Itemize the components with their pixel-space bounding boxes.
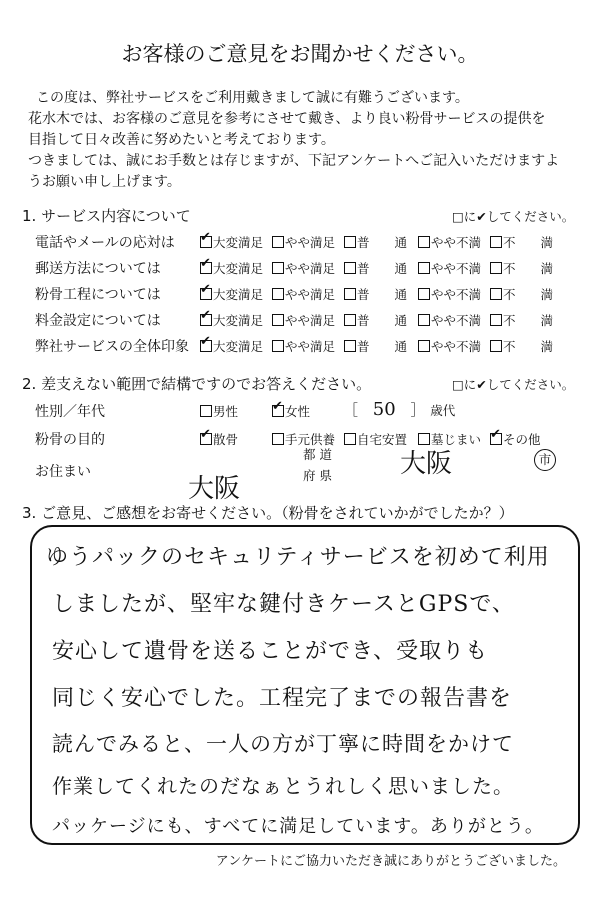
satisfaction-option-text: 大変満足 [213, 287, 264, 302]
satisfaction-option-text: やや満足 [285, 235, 336, 250]
satisfaction-option-text: 大変満足 [213, 313, 264, 328]
satisfaction-option[interactable] [272, 311, 335, 329]
satisfaction-option[interactable] [418, 337, 481, 355]
satisfaction-checkbox[interactable] [200, 314, 212, 326]
satisfaction-option-text: やや不満 [431, 313, 482, 328]
page-title: お客様のご意見をお聞かせください。 [121, 42, 479, 66]
satisfaction-option[interactable] [272, 285, 335, 303]
gender-female-text: 女性 [285, 404, 311, 419]
satisfaction-checkbox[interactable] [490, 314, 502, 326]
satisfaction-checkbox[interactable] [272, 288, 284, 300]
satisfaction-option[interactable] [344, 337, 407, 355]
gender-female-checkbox[interactable] [272, 405, 284, 417]
comment-line: パッケージにも、すべてに満足しています。ありがとう。 [52, 816, 544, 837]
section3-heading: 3. ご意見、ご感想をお寄せください。（粉骨をされていかがでしたか？） [22, 504, 514, 522]
purpose-checkbox[interactable] [272, 433, 284, 445]
satisfaction-option-text: やや満足 [285, 287, 336, 302]
purpose-option-text: 墓じまい [431, 432, 482, 447]
satisfaction-checkbox[interactable] [200, 340, 212, 352]
age-value: 50 [372, 399, 396, 420]
purpose-option[interactable] [344, 430, 407, 448]
satisfaction-option-text: やや満足 [285, 261, 336, 276]
satisfaction-option-text: 不 満 [503, 287, 554, 302]
satisfaction-option-text: やや不満 [431, 287, 482, 302]
comment-line: 安心して遺骨を送ることができ、受取りも [52, 639, 489, 664]
satisfaction-option[interactable] [490, 285, 553, 303]
section2-note: □に✔してください。 [452, 377, 575, 392]
satisfaction-checkbox[interactable] [344, 314, 356, 326]
satisfaction-option[interactable] [272, 337, 335, 355]
satisfaction-checkbox[interactable] [200, 262, 212, 274]
satisfaction-option-text: やや満足 [285, 313, 336, 328]
satisfaction-option-text: 不 満 [503, 261, 554, 276]
satisfaction-option-text: 不 満 [503, 313, 554, 328]
address-label: お住まい [35, 464, 91, 480]
satisfaction-option[interactable] [418, 311, 481, 329]
satisfaction-option-text: 大変満足 [213, 261, 264, 276]
satisfaction-option[interactable] [344, 259, 407, 277]
intro-line-5: うお願い申し上げます。 [28, 174, 181, 190]
purpose-option[interactable] [200, 430, 238, 448]
comment-line: しましたが、堅牢な鍵付きケースとGPSで、 [52, 592, 515, 617]
satisfaction-option[interactable] [344, 285, 407, 303]
purpose-option-text: その他 [503, 432, 541, 447]
satisfaction-checkbox[interactable] [418, 314, 430, 326]
satisfaction-option[interactable] [490, 259, 553, 277]
satisfaction-checkbox[interactable] [490, 262, 502, 274]
satisfaction-option[interactable] [200, 259, 263, 277]
satisfaction-option-text: 大変満足 [213, 339, 264, 354]
gender-age-label: 性別／年代 [35, 404, 105, 420]
age-close-bracket: ］ [410, 401, 426, 419]
purpose-option-text: 手元供養 [285, 432, 336, 447]
purpose-checkbox[interactable] [200, 433, 212, 445]
gender-male-checkbox[interactable] [200, 405, 212, 417]
satisfaction-row-label: 料金設定については [35, 313, 161, 329]
satisfaction-checkbox[interactable] [418, 340, 430, 352]
pref-suffix-top: 都 道 [303, 447, 332, 462]
intro-line-3: 目指して日々改善に努めたいと考えております。 [28, 132, 335, 148]
satisfaction-option[interactable] [490, 311, 553, 329]
purpose-option-text: 散骨 [213, 432, 239, 447]
satisfaction-option-text: 大変満足 [213, 235, 264, 250]
satisfaction-checkbox[interactable] [272, 262, 284, 274]
satisfaction-option-text: やや不満 [431, 235, 482, 250]
satisfaction-option[interactable] [344, 311, 407, 329]
satisfaction-option-text: 普 通 [357, 313, 408, 328]
satisfaction-option[interactable] [418, 233, 481, 251]
satisfaction-option-text: やや満足 [285, 339, 336, 354]
satisfaction-checkbox[interactable] [200, 236, 212, 248]
satisfaction-option[interactable] [200, 233, 263, 251]
city-suffix: 市 [534, 449, 556, 471]
satisfaction-checkbox[interactable] [344, 288, 356, 300]
satisfaction-option[interactable] [200, 311, 263, 329]
satisfaction-checkbox[interactable] [490, 340, 502, 352]
satisfaction-checkbox[interactable] [344, 262, 356, 274]
satisfaction-option[interactable] [418, 285, 481, 303]
section1-note: □に✔してください。 [452, 209, 575, 224]
intro-line-4: つきましては、誠にお手数とは存じますが、下記アンケートへご記入いただけますよ [28, 153, 560, 169]
gender-male-option[interactable] [200, 402, 238, 420]
purpose-option-text: 自宅安置 [357, 432, 408, 447]
purpose-checkbox[interactable] [490, 433, 502, 445]
satisfaction-checkbox[interactable] [418, 288, 430, 300]
satisfaction-row-label: 弊社サービスの全体印象 [35, 339, 189, 355]
comment-line: 同じく安心でした。工程完了までの報告書を [52, 686, 513, 711]
satisfaction-option-text: 不 満 [503, 235, 554, 250]
satisfaction-row-label: 粉骨工程については [35, 287, 161, 303]
section2-heading: 2. 差支えない範囲で結構ですのでお答えください。 [22, 375, 372, 393]
satisfaction-option-text: やや不満 [431, 261, 482, 276]
satisfaction-option[interactable] [490, 337, 553, 355]
satisfaction-option[interactable] [272, 233, 335, 251]
gender-female-option[interactable] [272, 402, 310, 420]
satisfaction-option[interactable] [344, 233, 407, 251]
satisfaction-checkbox[interactable] [418, 236, 430, 248]
satisfaction-option[interactable] [490, 233, 553, 251]
satisfaction-checkbox[interactable] [200, 288, 212, 300]
satisfaction-option[interactable] [200, 285, 263, 303]
comment-line: 作業してくれたのだなぁとうれしく思いました。 [52, 774, 514, 798]
gender-male-text: 男性 [213, 404, 239, 419]
satisfaction-option[interactable] [200, 337, 263, 355]
intro-line-1: この度は、弊社サービスをご利用戴きまして誠に有難うございます。 [36, 90, 469, 106]
age-open-bracket: ［ [343, 401, 359, 419]
satisfaction-option-text: 普 通 [357, 261, 408, 276]
satisfaction-option-text: やや不満 [431, 339, 482, 354]
satisfaction-checkbox[interactable] [272, 314, 284, 326]
satisfaction-checkbox[interactable] [272, 340, 284, 352]
satisfaction-checkbox[interactable] [418, 262, 430, 274]
satisfaction-option-text: 普 通 [357, 235, 408, 250]
satisfaction-option-text: 普 通 [357, 287, 408, 302]
age-unit: 歳代 [430, 403, 456, 418]
satisfaction-option[interactable] [272, 259, 335, 277]
comment-line: 読んでみると、一人の方が丁寧に時間をかけて [52, 732, 514, 756]
satisfaction-checkbox[interactable] [344, 340, 356, 352]
satisfaction-checkbox[interactable] [272, 236, 284, 248]
intro-line-2: 花水木では、お客様のご意見を参考にさせて戴き、より良い粉骨サービスの提供を [28, 111, 546, 127]
satisfaction-option-text: 不 満 [503, 339, 554, 354]
prefecture-value: 大阪 [188, 474, 241, 504]
footer-thanks: アンケートにご協力いただき誠にありがとうございました。 [215, 854, 566, 869]
purpose-checkbox[interactable] [344, 433, 356, 445]
satisfaction-row-label: 郵送方法については [35, 261, 161, 277]
satisfaction-option-text: 普 通 [357, 339, 408, 354]
satisfaction-row-label: 電話やメールの応対は [35, 235, 175, 251]
satisfaction-checkbox[interactable] [490, 236, 502, 248]
city-value: 大阪 [400, 449, 453, 479]
comment-line: ゆうパックのセキュリティサービスを初めて利用 [46, 545, 550, 570]
purpose-option[interactable] [490, 430, 541, 448]
purpose-label: 粉骨の目的 [35, 432, 105, 448]
satisfaction-option[interactable] [418, 259, 481, 277]
pref-suffix-bottom: 府 県 [303, 468, 332, 483]
satisfaction-checkbox[interactable] [490, 288, 502, 300]
satisfaction-checkbox[interactable] [344, 236, 356, 248]
age-field[interactable] [343, 399, 455, 420]
section1-heading: 1. サービス内容について [22, 207, 191, 225]
